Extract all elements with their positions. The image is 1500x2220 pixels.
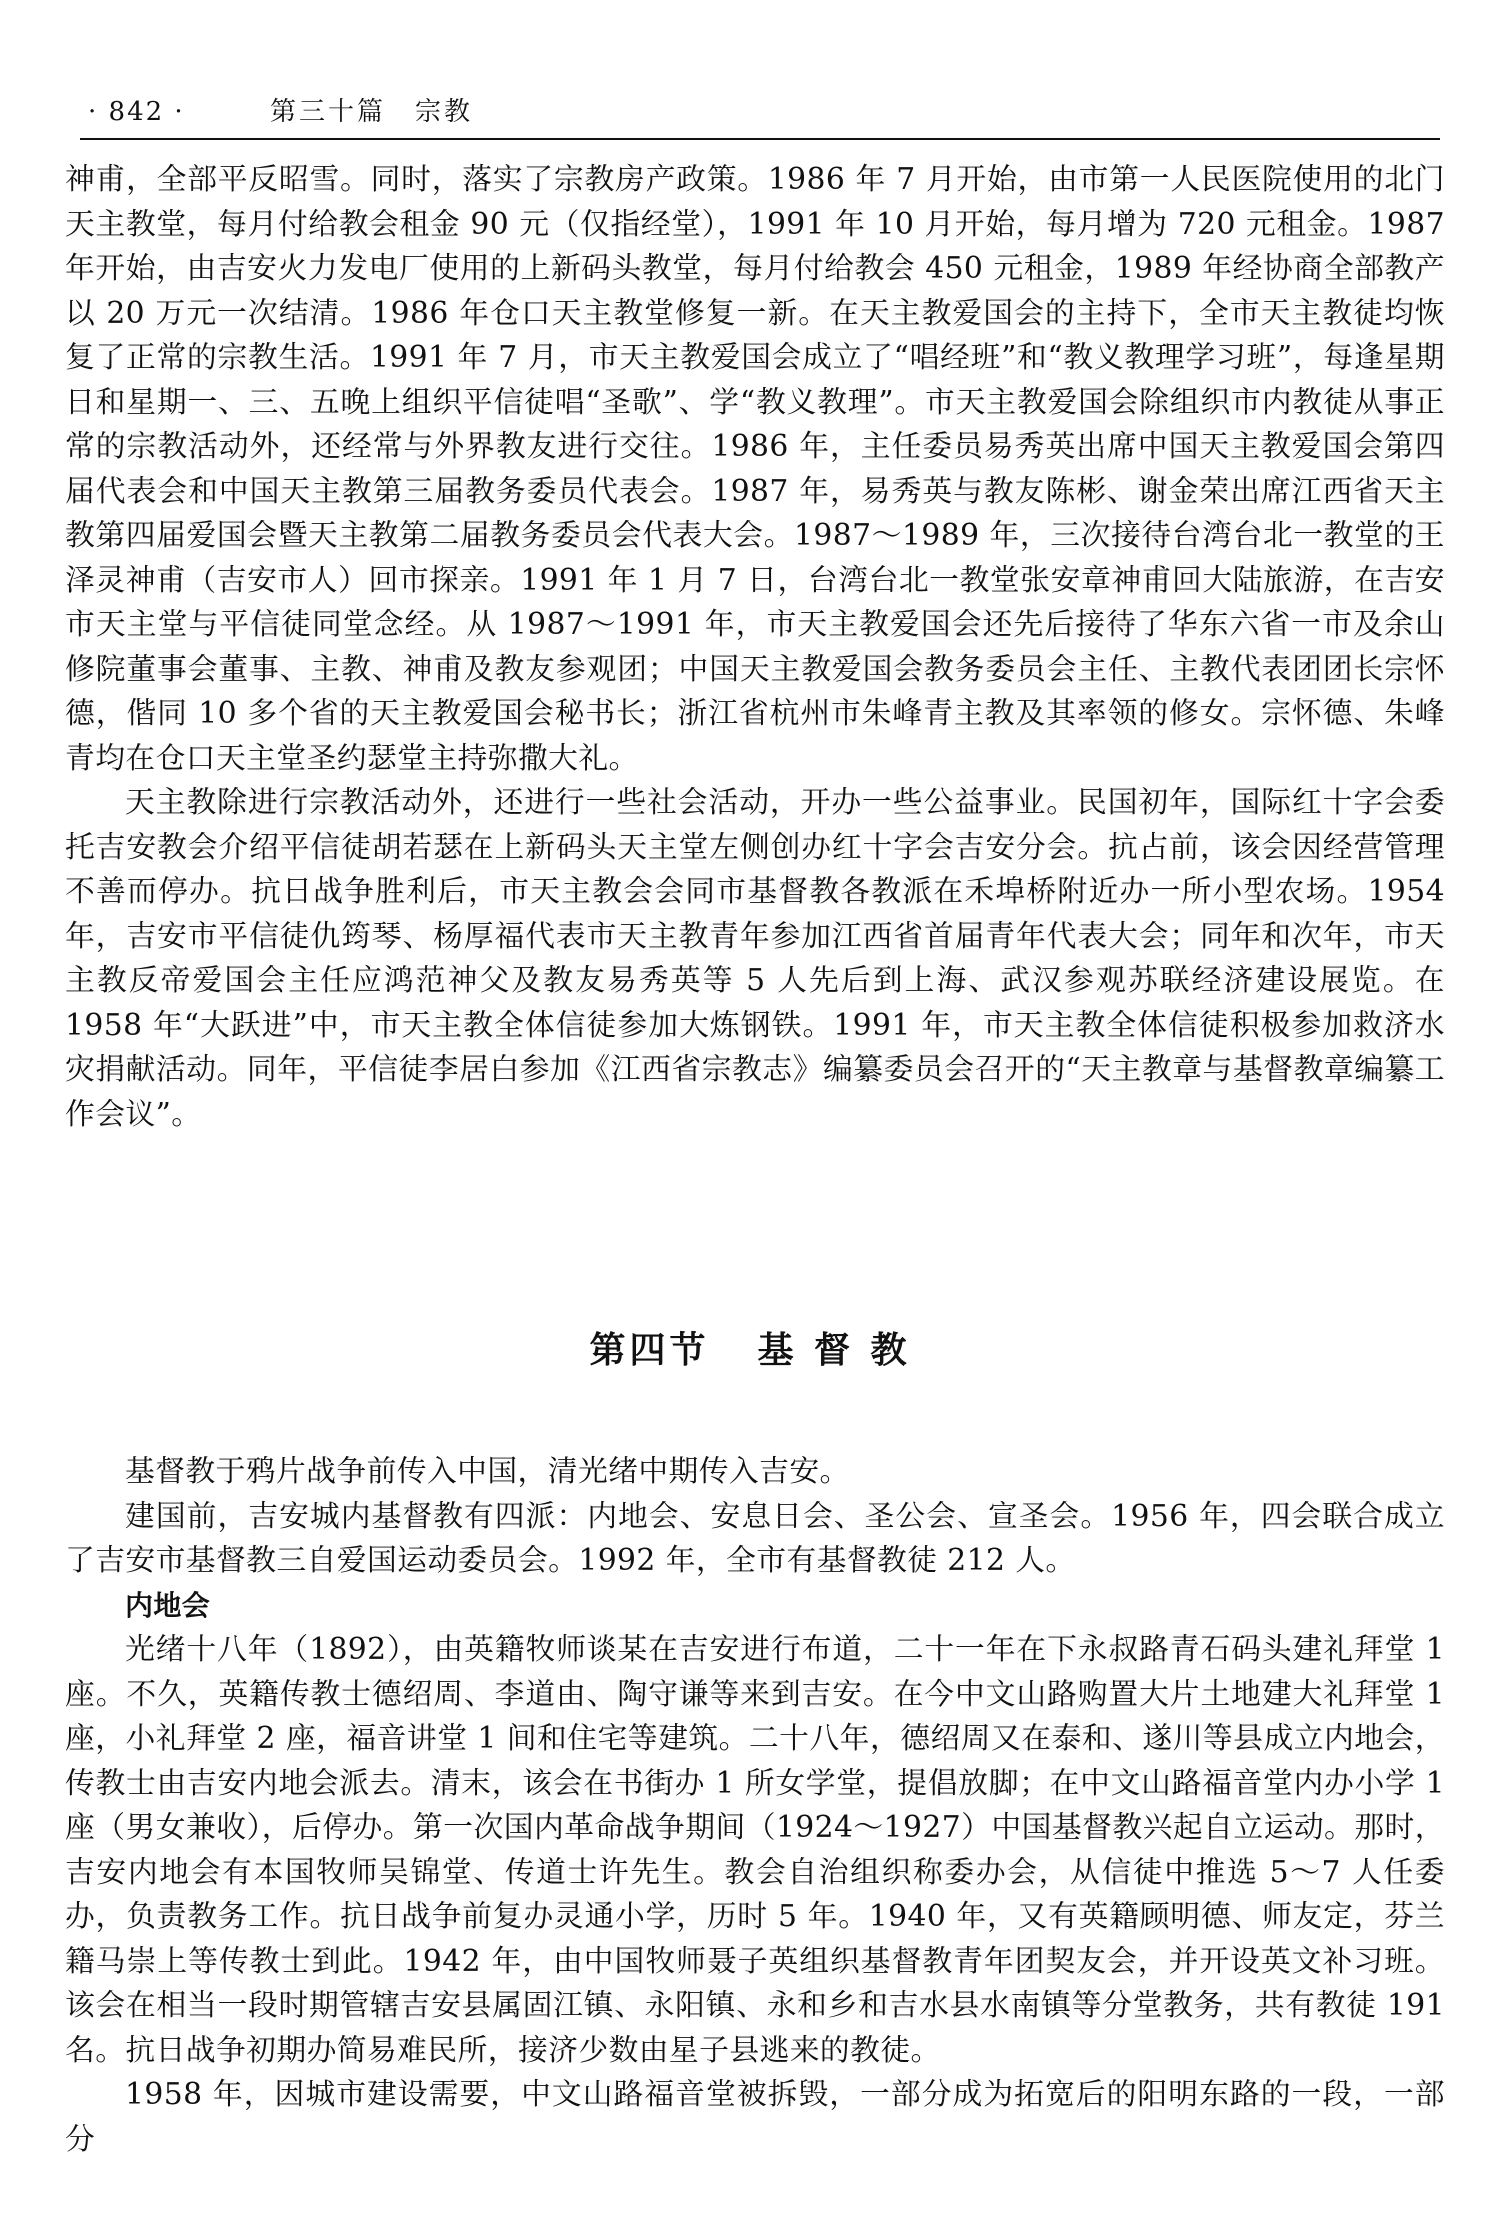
- running-head: [80, 90, 1440, 134]
- section-number: 第四节: [589, 1329, 710, 1371]
- protestant-text-block: [65, 1450, 1445, 2162]
- section-title: 基 督 教: [757, 1329, 911, 1371]
- body-paragraph: 神甫，全部平反昭雪。同时，落实了宗教房产政策。1986 年 7 月开始，由市第一人民医院使用的北门天主教堂，每月付给教会租金 90 元（仅指经堂），1991 年 10 月开始，每月增为 720 元租金。1987 年开始，由吉安火力发电厂使用的上新码头教堂，每月付给教会 450 元租金，1989 年经协商全部教产以 20 万元一次结清。1986 年仓口天主教堂修复一新。在天主教爱国会的主持下，全市天主教徒均恢复了正常的宗教生活。1991 年 7 月，市天主教爱国会成立了“唱经班”和“教义教理学习班”，每逢星期日和星期一、三、五晚上组织平信徒唱“圣歌”、学“教义教理”。市天主教爱国会除组织市内教徒从事正常的宗教活动外，还经常与外界教友进行交往。1986 年，主任委员易秀英出席中国天主教爱国会第四届代表会和中国天主教第三届教务委员代表会。1987 年，易秀英与教友陈彬、谢金荣出席江西省天主教第四届爱国会暨天主教第二届教务委员会代表大会。1987～1989 年，三次接待台湾台北一教堂的王泽灵神甫（吉安市人）回市探亲。1991 年 1 月 7 日，台湾台北一教堂张安章神甫回大陆旅游，在吉安市天主堂与平信徒同堂念经。从 1987～1991 年，市天主教爱国会还先后接待了华东六省一市及余山修院董事会董事、主教、神甫及教友参观团；中国天主教爱国会教务委员会主任、主教代表团团长宗怀德，偕同 10 多个省的天主教爱国会秘书长；浙江省杭州市朱峰青主教及其率领的修女。宗怀德、朱峰青均在仓口天主堂圣约瑟堂主持弥撒大礼。: [65, 162, 1445, 776]
- header-rule: [80, 138, 1440, 140]
- body-paragraph: 1958 年，因城市建设需要，中文山路福音堂被拆毁，一部分成为拓宽后的阳明东路的一段，一部分: [65, 2077, 1445, 2157]
- subsection-heading: 内地会: [125, 1588, 211, 1622]
- body-paragraph: 光绪十八年（1892），由英籍牧师谈某在吉安进行布道，二十一年在下永叔路青石码头建礼拜堂 1 座。不久，英籍传教士德绍周、李道由、陶守谦等来到吉安。在今中文山路购置大片土地建大礼拜堂 1 座，小礼拜堂 2 座，福音讲堂 1 间和住宅等建筑。二十八年，德绍周又在泰和、遂川等县成立内地会，传教士由吉安内地会派去。清末，该会在书街办 1 所女学堂，提倡放脚；在中文山路福音堂内办小学 1 座（男女兼收），后停办。第一次国内革命战争期间（1924～1927）中国基督教兴起自立运动。那时，吉安内地会有本国牧师吴锦堂、传道士许先生。教会自治组织称委办会，从信徒中推选 5～7 人任委办，负责教务工作。抗日战争前复办灵通小学，历时 5 年。1940 年，又有英籍顾明德、师友定，芬兰籍马崇上等传教士到此。1942 年，由中国牧师聂子英组织基督教青年团契友会，并开设英文补习班。该会在相当一段时期管辖吉安县属固江镇、永阳镇、永和乡和吉水县水南镇等分堂教务，共有教徒 191 名。抗日战争初期办简易难民所，接济少数由星子县逃来的教徒。: [65, 1632, 1445, 2068]
- body-paragraph: 基督教于鸦片战争前传入中国，清光绪中期传入吉安。: [125, 1454, 850, 1489]
- section-heading: [0, 1325, 1500, 1375]
- page-number: · 842 ·: [88, 97, 185, 127]
- catholic-text-block: [65, 158, 1445, 1137]
- part-title: 第三十篇 宗教: [270, 97, 474, 127]
- body-paragraph: 天主教除进行宗教活动外，还进行一些社会活动，开办一些公益事业。民国初年，国际红十字会委托吉安教会介绍平信徒胡若瑟在上新码头天主堂左侧创办红十字会吉安分会。抗占前，该会因经营管理不善而停办。抗日战争胜利后，市天主教会会同市基督教各教派在禾埠桥附近办一所小型农场。1954 年，吉安市平信徒仇筠琴、杨厚福代表市天主教青年参加江西省首届青年代表大会；同年和次年，市天主教反帝爱国会主任应鸿范神父及教友易秀英等 5 人先后到上海、武汉参观苏联经济建设展览。在 1958 年“大跃进”中，市天主教全体信徒参加大炼钢铁。1991 年，市天主教全体信徒积极参加救济水灾捐献活动。同年，平信徒李居白参加《江西省宗教志》编纂委员会召开的“天主教章与基督教章编纂工作会议”。: [65, 785, 1445, 1132]
- body-paragraph: 建国前，吉安城内基督教有四派：内地会、安息日会、圣公会、宣圣会。1956 年，四会联合成立了吉安市基督教三自爱国运动委员会。1992 年，全市有基督教徒 212 人。: [65, 1498, 1445, 1578]
